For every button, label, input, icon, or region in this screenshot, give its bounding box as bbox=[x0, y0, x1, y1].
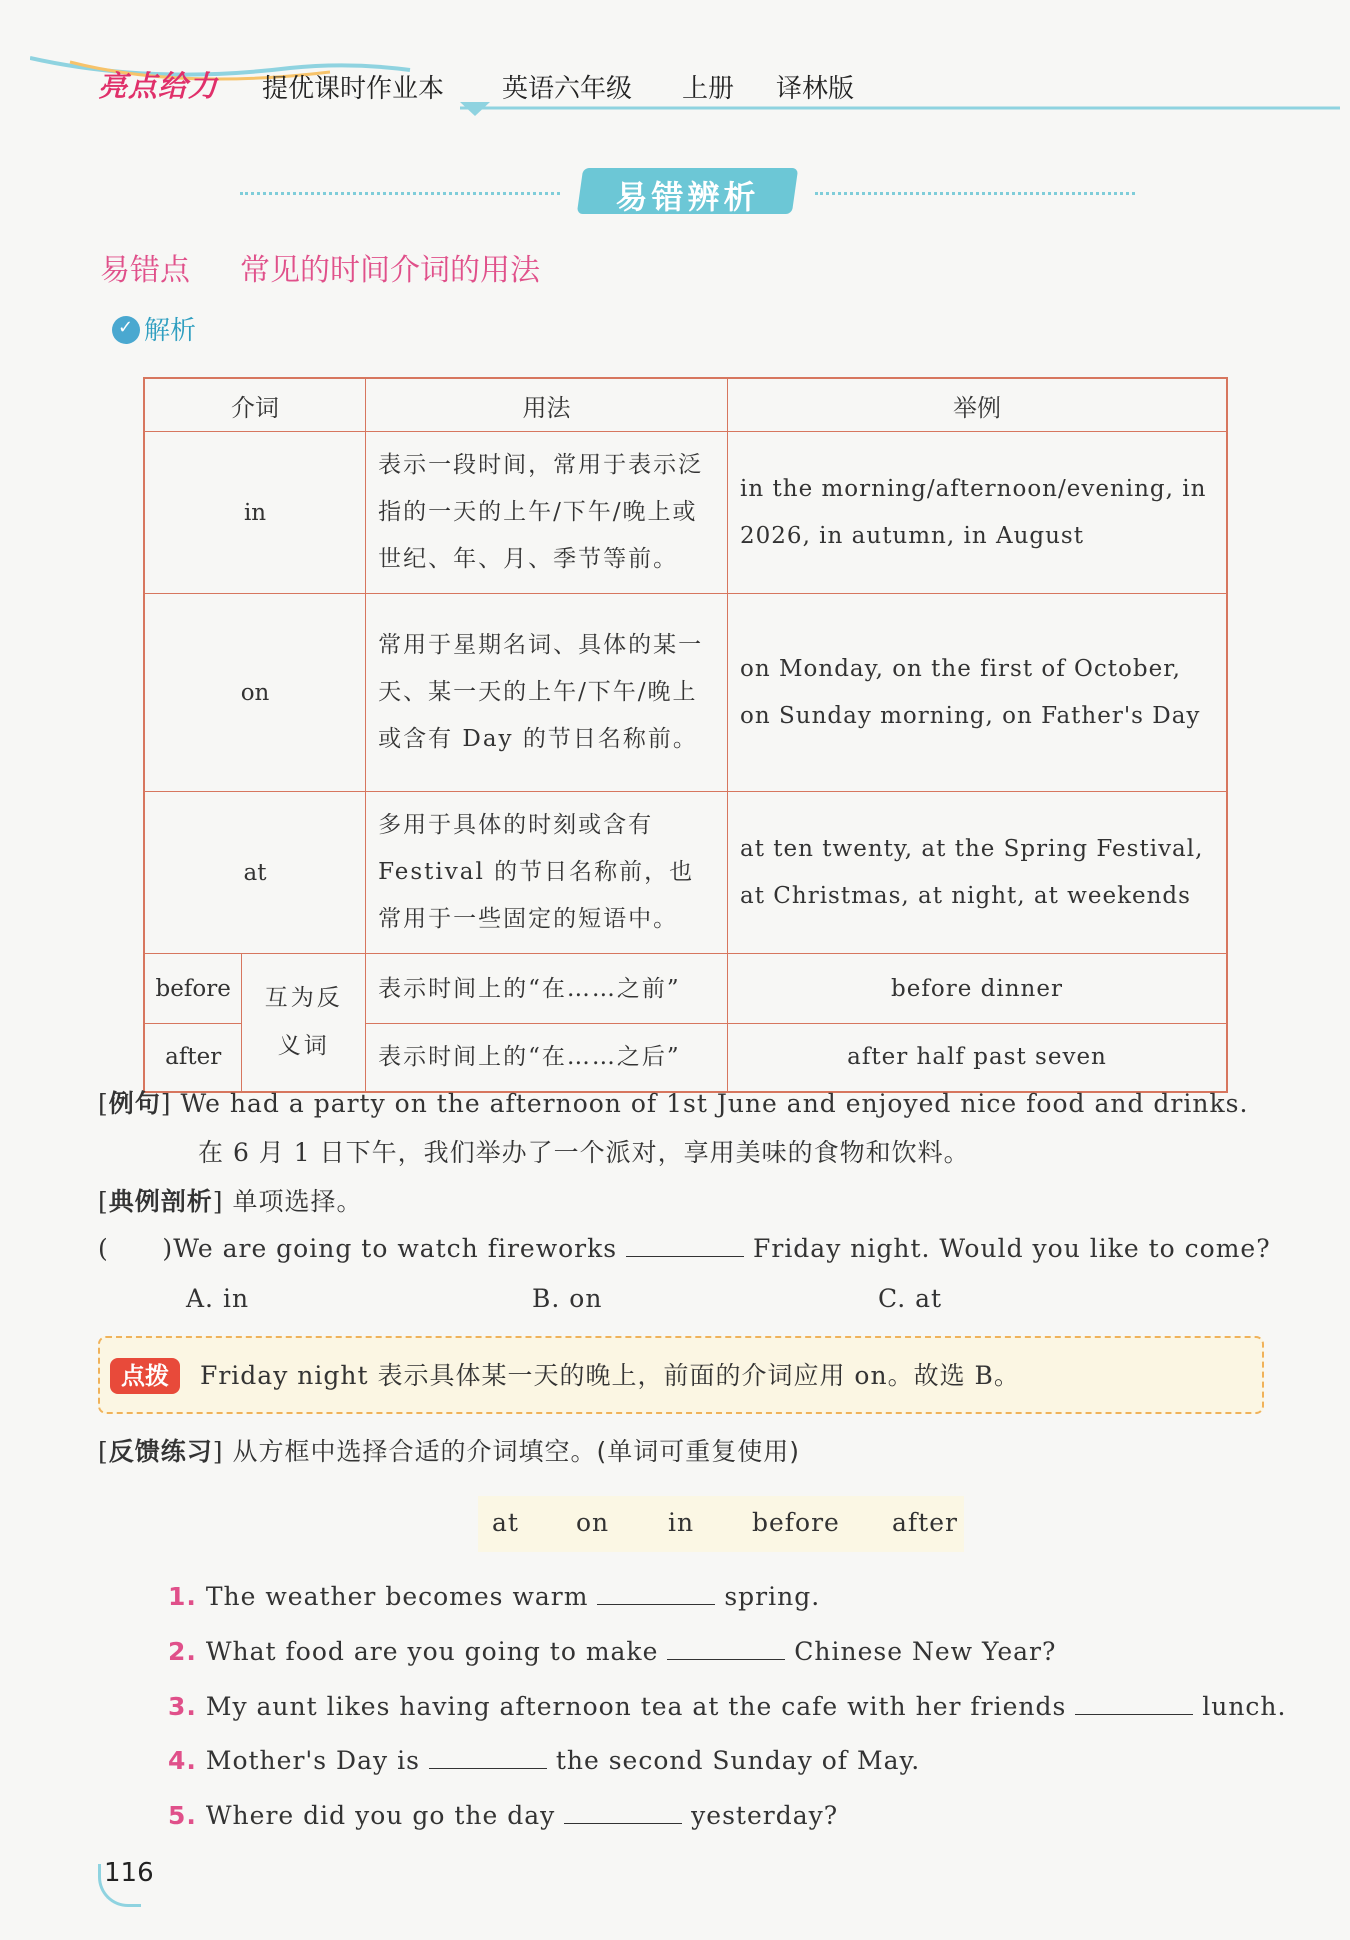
question-number: 2. bbox=[168, 1637, 197, 1666]
practice-tag: 反馈练习 bbox=[108, 1437, 213, 1466]
practice-question bbox=[168, 1801, 838, 1830]
tip-box bbox=[98, 1336, 1264, 1414]
practice-question bbox=[168, 1637, 1056, 1666]
question-text-before: Mother's Day is bbox=[205, 1746, 420, 1775]
page-number: 116 bbox=[104, 1858, 154, 1888]
answer-blank[interactable] bbox=[626, 1255, 744, 1257]
question-text-after: yesterday? bbox=[691, 1801, 839, 1830]
example-cell: after half past seven bbox=[728, 1024, 1227, 1092]
option-a[interactable]: A. in bbox=[186, 1284, 250, 1313]
header-example: 举例 bbox=[728, 378, 1227, 432]
question-text-before: What food are you going to make bbox=[205, 1637, 659, 1666]
prep-cell: on bbox=[144, 594, 366, 792]
header-usage: 用法 bbox=[366, 378, 728, 432]
example-cell: before dinner bbox=[728, 954, 1227, 1024]
usage-cell: 表示时间上的“在……之前” bbox=[366, 954, 728, 1024]
answer-blank[interactable] bbox=[429, 1767, 547, 1769]
question-text-before: Where did you go the day bbox=[205, 1801, 556, 1830]
word-bank bbox=[478, 1496, 964, 1552]
answer-blank[interactable] bbox=[1075, 1713, 1193, 1715]
check-circle-icon bbox=[112, 316, 140, 344]
edition: 译林版 bbox=[776, 74, 855, 104]
practice-instruction: 从方框中选择合适的介词填空。(单词可重复使用) bbox=[232, 1437, 800, 1466]
table-row bbox=[144, 792, 1227, 954]
preposition-usage-table bbox=[143, 377, 1228, 1093]
error-point-label: 易错点 bbox=[100, 253, 190, 288]
error-point-title: 常见的时间介词的用法 bbox=[240, 253, 540, 288]
typical-heading: [典例剖析] 单项选择。 bbox=[98, 1187, 363, 1216]
question-text-before: We are going to watch fireworks bbox=[173, 1234, 618, 1263]
example-tag: 例句 bbox=[108, 1089, 161, 1118]
practice-question bbox=[168, 1692, 1286, 1721]
prep-cell: after bbox=[144, 1024, 242, 1092]
question-number: 4. bbox=[168, 1746, 197, 1775]
example-en-text: We had a party on the afternoon of 1st June and enjoyed nice food and drinks. bbox=[180, 1089, 1249, 1118]
analysis-heading bbox=[112, 310, 196, 347]
tip-badge: 点拨 bbox=[110, 1358, 180, 1394]
typical-tag: 典例剖析 bbox=[108, 1187, 213, 1216]
banner-dots-right bbox=[815, 192, 1135, 195]
question-text-after: spring. bbox=[724, 1582, 821, 1611]
prep-cell: at bbox=[144, 792, 366, 954]
example-cell: in the morning/afternoon/evening, in 2026, in autumn, in August bbox=[728, 432, 1227, 594]
subject-grade: 英语六年级 bbox=[502, 74, 633, 104]
example-sentence-en: [例句] We had a party on the afternoon of 1st June and enjoyed nice food and drinks. bbox=[98, 1089, 1249, 1118]
word-bank-item: before bbox=[752, 1508, 840, 1537]
header-preposition: 介词 bbox=[144, 378, 366, 432]
volume: 上册 bbox=[682, 74, 735, 104]
option-c[interactable]: C. at bbox=[878, 1284, 943, 1313]
analysis-label: 解析 bbox=[144, 316, 197, 346]
page-header bbox=[30, 50, 1340, 120]
practice-question bbox=[168, 1582, 820, 1611]
question-text-before: My aunt likes having afternoon tea at the cafe with her friends bbox=[205, 1692, 1067, 1721]
tip-text: Friday night 表示具体某一天的晚上，前面的介词应用 on。故选 B。 bbox=[200, 1361, 1020, 1390]
practice-heading: [反馈练习] 从方框中选择合适的介词填空。(单词可重复使用) bbox=[98, 1437, 800, 1466]
word-bank-item: after bbox=[892, 1508, 958, 1537]
question-text-after: Friday night. Would you like to come? bbox=[753, 1234, 1271, 1263]
section-banner bbox=[240, 168, 1140, 218]
answer-blank[interactable] bbox=[564, 1822, 682, 1824]
practice-question bbox=[168, 1746, 920, 1775]
table-row bbox=[144, 432, 1227, 594]
question-text-before: The weather becomes warm bbox=[205, 1582, 589, 1611]
table-header-row bbox=[144, 378, 1227, 432]
usage-cell: 表示一段时间，常用于表示泛指的一天的上午/下午/晚上或世纪、年、月、季节等前。 bbox=[366, 432, 728, 594]
question-text-after: lunch. bbox=[1202, 1692, 1287, 1721]
answer-bracket: ( ) bbox=[98, 1234, 174, 1263]
question-text-after: the second Sunday of May. bbox=[555, 1746, 921, 1775]
word-bank-item: on bbox=[576, 1508, 610, 1537]
question-text-after: Chinese New Year? bbox=[794, 1637, 1057, 1666]
question-number: 3. bbox=[168, 1692, 197, 1721]
usage-cell: 表示时间上的“在……之后” bbox=[366, 1024, 728, 1092]
typical-question bbox=[98, 1234, 1271, 1263]
example-cell: on Monday, on the first of October, on Sunday morning, on Father's Day bbox=[728, 594, 1227, 792]
brand-logo-text: 亮点给力 bbox=[98, 69, 219, 103]
book-title: 提优课时作业本 bbox=[262, 74, 445, 104]
word-bank-item: in bbox=[668, 1508, 695, 1537]
answer-blank[interactable] bbox=[597, 1603, 715, 1605]
prep-cell: before bbox=[144, 954, 242, 1024]
prep-cell: in bbox=[144, 432, 366, 594]
word-bank-item: at bbox=[492, 1508, 519, 1537]
antonym-note-cell: 互为反义词 bbox=[242, 954, 366, 1092]
table-row bbox=[144, 954, 1227, 1024]
example-cell: at ten twenty, at the Spring Festival, at Christmas, at night, at weekends bbox=[728, 792, 1227, 954]
question-number: 1. bbox=[168, 1582, 197, 1611]
banner-title: 易错辨析 bbox=[615, 178, 760, 216]
option-b[interactable]: B. on bbox=[532, 1284, 603, 1313]
answer-blank[interactable] bbox=[667, 1658, 785, 1660]
table-row bbox=[144, 594, 1227, 792]
banner-dots-left bbox=[240, 192, 560, 195]
usage-cell: 多用于具体的时刻或含有 Festival 的节日名称前，也常用于一些固定的短语中。 bbox=[366, 792, 728, 954]
question-number: 5. bbox=[168, 1801, 197, 1830]
usage-cell: 常用于星期名词、具体的某一天、某一天的上午/下午/晚上或含有 Day 的节日名称前。 bbox=[366, 594, 728, 792]
typical-instruction: 单项选择。 bbox=[232, 1187, 363, 1216]
example-sentence-zh: 在 6 月 1 日下午，我们举办了一个派对，享用美味的食物和饮料。 bbox=[198, 1138, 970, 1167]
